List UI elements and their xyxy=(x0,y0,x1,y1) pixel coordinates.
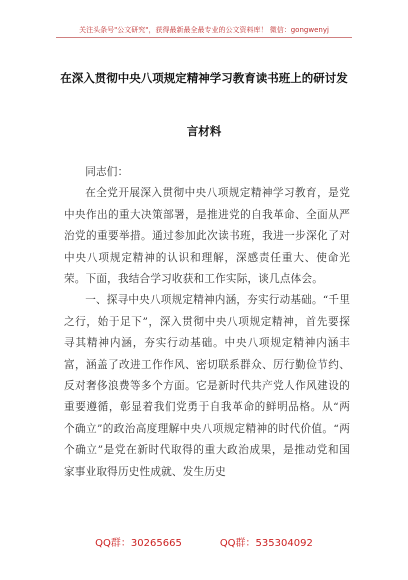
header-note: 关注头条号"公文研究"，获得最新最全最专业的公文资料库！ 微信：gongwenyj xyxy=(79,26,329,34)
header-divider xyxy=(56,37,352,38)
document-title-line-2: 言材料 xyxy=(186,124,222,138)
document-title-line-1: 在深入贯彻中央八项规定精神学习教育读书班上的研讨发 xyxy=(60,71,348,85)
paragraph-intro: 在全党开展深入贯彻中央八项规定精神学习教育，是党中央作出的重大决策部署，是推进党的自我革命、全面从严治党的重要举措。通过参加此次读书班，我进一步深化了对中央八项规定精神的认识和理解，深感责任重大、使命光荣。下面，我结合学习收获和工作实际，谈几点体会。 xyxy=(64,187,350,286)
footer-qq-group-2: QQ群：535304092 xyxy=(219,538,313,549)
footer-qq-group-1: QQ群：30265665 xyxy=(95,538,182,549)
salutation: 同志们： xyxy=(85,166,129,178)
document-body xyxy=(64,162,350,483)
paragraph-section-1: 一、探寻中央八项规定精神内涵，夯实行动基础。“千里之行，始于足下”，深入贯彻中央八项规定精神，首先要探寻其精神内涵，夯实行动基础。中央八项规定精神内涵丰富，涵盖了改进工作作风、密切联系群众、厉行勤俭节约、反对奢侈浪费等多个方面。它是新时代共产党人作风建设的重要遵循，彰显着我们党勇于自我革命的鲜明品格。从“两个确立”的政治高度理解中央八项规定精神的时代价值。“两个确立”是党在新时代取得的重大政治成果，是推动党和国家事业取得历史性成就、发生历史 xyxy=(64,294,350,478)
footer xyxy=(0,534,408,549)
